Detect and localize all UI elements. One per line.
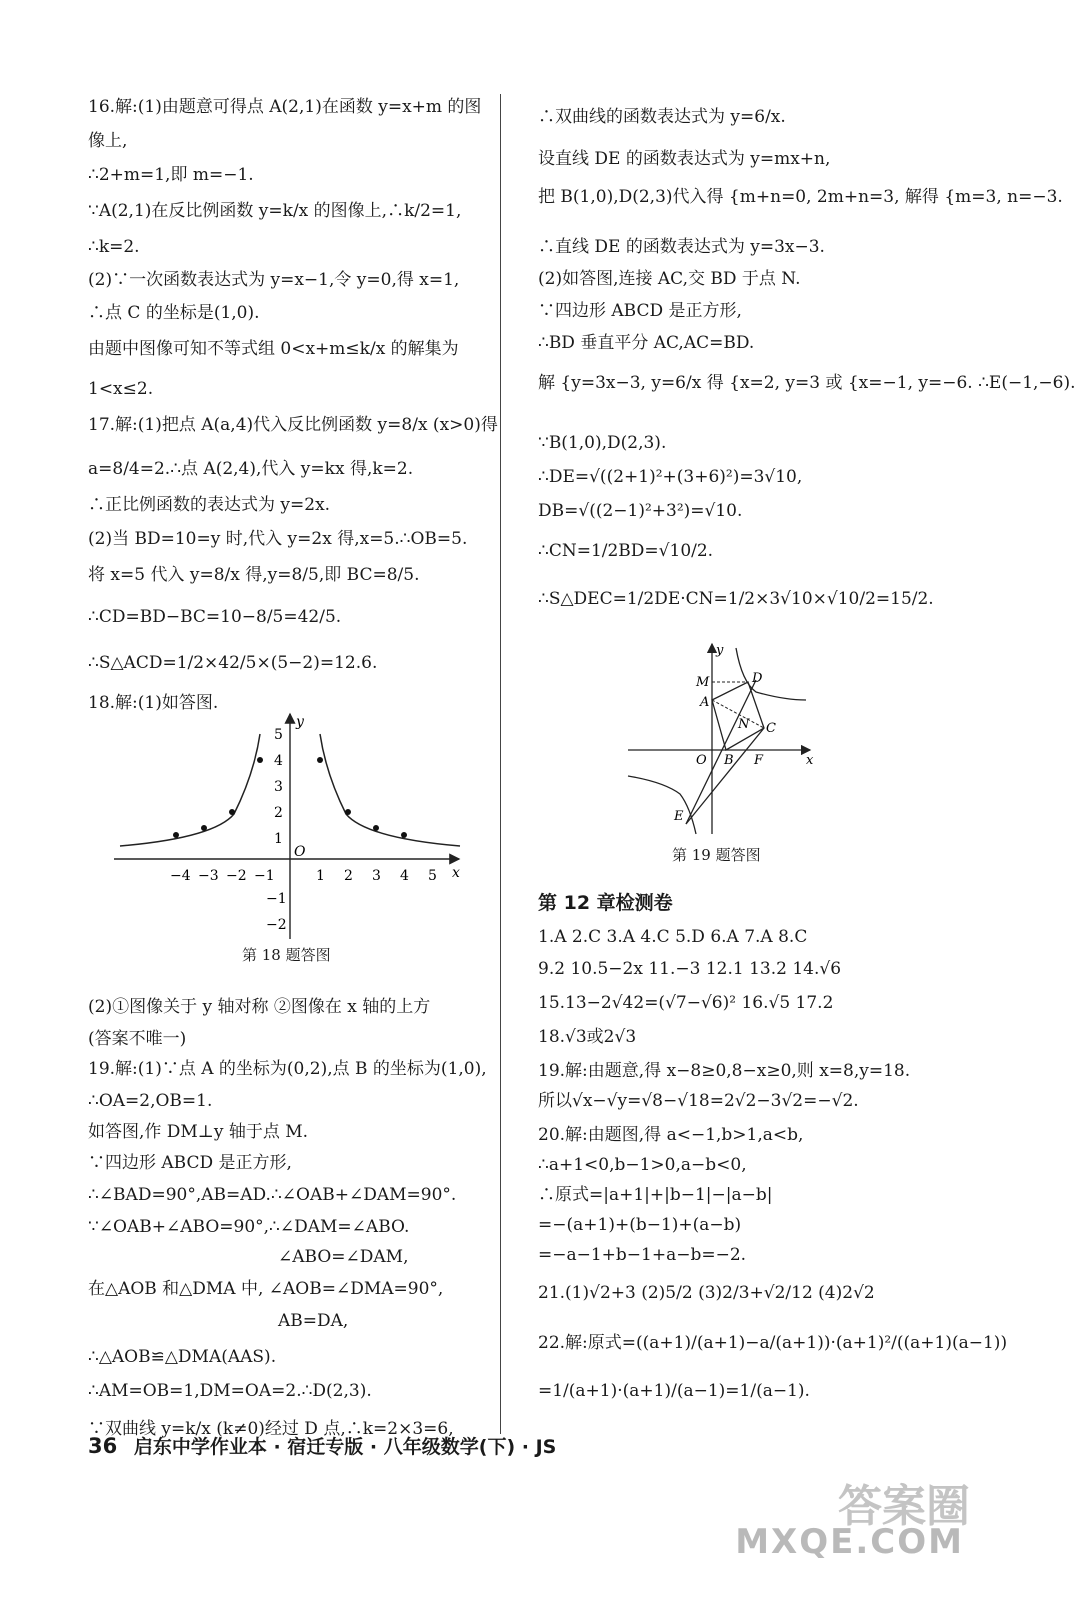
text-line: 设直线 DE 的函数表达式为 y=mx+n, [538,149,831,169]
text-line: 20.解:由题图,得 a<−1,b>1,a<b, [538,1125,804,1145]
text-line: 所以√x−√y=√8−√18=2√2−3√2=−√2. [538,1091,859,1111]
text-line: ∴∠BAD=90°,AB=AD.∴∠OAB+∠DAM=90°. [88,1185,457,1205]
text-line: =−(a+1)+(b−1)+(a−b) [538,1215,742,1235]
text-line: ∵∠OAB+∠ABO=90°,∴∠DAM=∠ABO. [88,1217,410,1237]
text-line: ∴正比例函数的表达式为 y=2x. [88,495,331,515]
right-branch [320,734,460,846]
text-line: AB=DA, [278,1311,349,1331]
y-tick-label: −1 [266,891,287,907]
text-line: ∵B(1,0),D(2,3). [538,433,667,453]
text-line: (2)如答图,连接 AC,交 BD 于点 N. [538,269,801,289]
watermark-text: MXQE.COM [735,1522,964,1562]
text-line: 21.(1)√2+3 (2)5/2 (3)2/3+√2/12 (4)2√2 [538,1283,875,1303]
data-point [173,832,179,838]
text-line: 22.解:原式=((a+1)/(a+1)−a/(a+1))·(a+1)²/((a+1)(a−1)) [538,1333,1008,1353]
book-title: 启东中学作业本 · 宿迁专版 · 八年级数学(下) · JS [133,1436,557,1458]
text-line: 解 {y=3x−3, y=6/x 得 {x=2, y=3 或 {x=−1, y=−6. ∴E(−1,−6). [538,373,1076,393]
fig19-label: x [806,753,814,768]
fig19-label: O [696,753,707,768]
text-line: 如答图,作 DM⊥y 轴于点 M. [88,1122,309,1142]
text-line: ∴AM=OB=1,DM=OA=2.∴D(2,3). [88,1381,372,1401]
text-line: (2)当 BD=10=y 时,代入 y=2x 得,x=5.∴OB=5. [88,529,468,549]
x-tick-label: −4 [170,868,191,884]
text-line: 16.解:(1)由题意可得点 A(2,1)在函数 y=x+m 的图 [88,97,482,117]
text-line: DB=√((2−1)²+3²)=√10. [538,501,743,521]
text-line: ∴S△ACD=1/2×42/5×(5−2)=12.6. [88,653,378,673]
fig19-label: C [766,721,776,736]
text-line: ∴CD=BD−BC=10−8/5=42/5. [88,607,342,627]
text-line: 在△AOB 和△DMA 中, ∠AOB=∠DMA=90°, [88,1279,444,1299]
data-point [317,757,323,763]
text-line: 像上, [88,131,128,151]
hyperbola-branch [736,648,806,700]
data-point [345,809,351,815]
fig19-label: E [674,809,684,824]
x-tick-label: 2 [344,868,353,884]
data-point [401,832,407,838]
figure-18-caption: 第 18 题答图 [242,946,331,964]
left-branch [120,734,260,846]
text-line: ∠ABO=∠DAM, [278,1247,409,1267]
x-tick-label: −3 [198,868,219,884]
text-line: =−a−1+b−1+a−b=−2. [538,1245,747,1265]
fig19-label: N [738,717,750,732]
y-tick-label: 3 [274,779,283,795]
text-line: (答案不唯一) [88,1029,187,1049]
y-tick-label: 2 [274,805,283,821]
y-axis-label: y [296,714,304,730]
x-tick-label: 1 [316,868,325,884]
figure-18-graph [114,714,484,954]
text-line: 将 x=5 代入 y=8/x 得,y=8/5,即 BC=8/5. [88,565,420,585]
data-point [229,809,235,815]
y-tick-label: 1 [274,831,283,847]
text-line: 由题中图像可知不等式组 0<x+m≤k/x 的解集为 [88,339,459,359]
x-tick-label: 4 [400,868,409,884]
data-point [373,825,379,831]
page-number: 36 [88,1434,118,1458]
line-de [686,680,756,824]
x-tick-label: −2 [226,868,247,884]
text-line: ∴△AOB≌△DMA(AAS). [88,1347,277,1367]
data-point [201,825,207,831]
figure-19-caption: 第 19 题答图 [672,846,761,864]
text-line: ∴点 C 的坐标是(1,0). [88,303,260,323]
x-tick-label: 3 [372,868,381,884]
figure-19-graph [624,642,854,842]
text-line: (2)①图像关于 y 轴对称 ②图像在 x 轴的上方 [88,997,431,1017]
x-tick-label: 5 [428,868,437,884]
text-line: 17.解:(1)把点 A(a,4)代入反比例函数 y=8/x (x>0)得 [88,415,498,435]
origin-label: O [294,844,306,860]
text-line: 1.A 2.C 3.A 4.C 5.D 6.A 7.A 8.C [538,927,808,947]
y-tick-label: −2 [266,917,287,933]
fig19-label: M [696,675,710,690]
data-point [257,757,263,763]
fig19-label: A [700,695,710,710]
text-line: 15.13−2√42=(√7−√6)² 16.√5 17.2 [538,993,834,1013]
text-line: ∴k=2. [88,237,140,257]
text-line: ∴OA=2,OB=1. [88,1091,213,1111]
text-line: 19.解:由题意,得 x−8≥0,8−x≥0,则 x=8,y=18. [538,1061,911,1081]
text-line: a=8/4=2.∴点 A(2,4),代入 y=kx 得,k=2. [88,459,414,479]
text-line: ∴a+1<0,b−1>0,a−b<0, [538,1155,747,1175]
page-footer [88,1432,556,1459]
watermark-logo: 答案圈 [838,1481,970,1532]
x-tick-label: −1 [254,868,275,884]
fig19-label: B [724,753,734,768]
text-line: ∵四边形 ABCD 是正方形, [88,1153,292,1173]
text-line: ∵A(2,1)在反比例函数 y=k/x 的图像上,∴k/2=1, [88,201,462,221]
text-line: ∴CN=1/2BD=√10/2. [538,541,714,561]
text-line: ∴S△DEC=1/2DE·CN=1/2×3√10×√10/2=15/2. [538,589,934,609]
y-tick-label: 5 [274,727,283,743]
text-line: =1/(a+1)·(a+1)/(a−1)=1/(a−1). [538,1381,810,1401]
text-line: (2)∵一次函数表达式为 y=x−1,令 y=0,得 x=1, [88,270,460,290]
text-line: ∵四边形 ABCD 是正方形, [538,301,742,321]
column-divider [500,94,501,1434]
text-line: 把 B(1,0),D(2,3)代入得 {m+n=0, 2m+n=3, 解得 {m=3, n=−3. [538,187,1063,207]
hyperbola-branch [628,776,696,834]
y-tick-label: 4 [274,753,283,769]
text-line: 9.2 10.5−2x 11.−3 12.1 13.2 14.√6 [538,959,842,979]
section-title: 第 12 章检测卷 [538,892,673,914]
x-axis-label: x [452,865,460,881]
fig19-label: D [752,671,763,686]
text-line: 18.√3或2√3 [538,1027,637,1047]
text-line: ∵双曲线 y=k/x (k≠0)经过 D 点,∴k=2×3=6, [88,1419,454,1439]
text-line: ∴双曲线的函数表达式为 y=6/x. [538,107,786,127]
text-line: 18.解:(1)如答图. [88,693,219,713]
text-line: ∴直线 DE 的函数表达式为 y=3x−3. [538,237,825,257]
text-line: ∴2+m=1,即 m=−1. [88,165,254,185]
fig19-label: F [754,753,764,768]
text-line: ∴原式=|a+1|+|b−1|−|a−b| [538,1185,773,1205]
text-line: 19.解:(1)∵点 A 的坐标为(0,2),点 B 的坐标为(1,0), [88,1059,487,1079]
fig19-label: y [716,643,724,658]
text-line: ∴DE=√((2+1)²+(3+6)²)=3√10, [538,467,803,487]
text-line: ∴BD 垂直平分 AC,AC=BD. [538,333,755,353]
text-line: 1<x≤2. [88,379,154,399]
